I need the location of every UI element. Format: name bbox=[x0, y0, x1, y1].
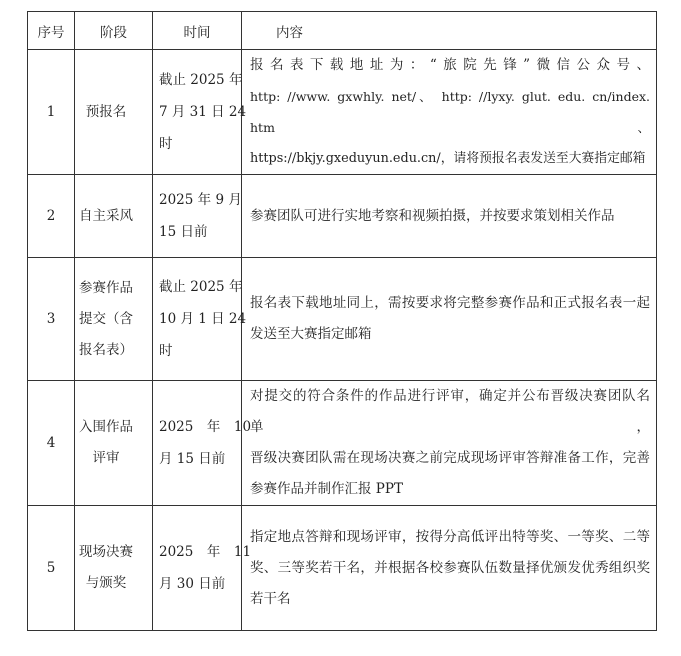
row-stage bbox=[75, 50, 153, 175]
time-line: 截止 2025 年 bbox=[159, 72, 243, 88]
time-line: 7 月 31 日 24 bbox=[159, 104, 247, 120]
stage-line: 现场决赛 bbox=[79, 544, 133, 560]
stage-line: 入围作品 bbox=[79, 419, 133, 435]
row-time bbox=[153, 506, 252, 631]
content-line: 若干名 bbox=[250, 590, 291, 607]
time-line: 10 月 1 日 24 bbox=[159, 311, 247, 327]
table-row bbox=[28, 381, 657, 506]
row-index: 1 bbox=[28, 50, 75, 175]
content-line: 报名表下载地址同上，需按要求将完整参赛作品和正式报名表一起 bbox=[250, 295, 650, 311]
row-stage bbox=[75, 381, 153, 506]
table-row bbox=[28, 506, 657, 631]
row-stage bbox=[75, 175, 153, 258]
time-line: 时 bbox=[159, 136, 173, 152]
header-content: 内容 bbox=[242, 12, 657, 50]
time-line: 2025 年 11 bbox=[159, 544, 252, 560]
row-time bbox=[153, 381, 252, 506]
table-row bbox=[28, 50, 657, 175]
time-line: 截止 2025 年 bbox=[159, 279, 243, 295]
row-content bbox=[242, 50, 657, 175]
stage-line: 与颁奖 bbox=[85, 575, 127, 591]
stage-line: 报名表） bbox=[79, 341, 133, 358]
row-time bbox=[153, 50, 247, 175]
row-index: 3 bbox=[28, 258, 75, 381]
content-line: 奖、三等奖若干名，并根据各校参赛队伍数量择优颁发优秀组织奖 bbox=[250, 559, 650, 576]
header-stage: 阶段 bbox=[75, 12, 153, 50]
stage-line: 参赛作品 bbox=[79, 279, 133, 296]
row-content bbox=[242, 381, 657, 506]
stage-line: 评审 bbox=[92, 450, 120, 466]
row-index: 4 bbox=[28, 381, 75, 506]
table-row bbox=[28, 258, 657, 381]
stage-line: 提交（含 bbox=[79, 310, 133, 327]
content-line: https://bkjy.gxeduyun.edu.cn/，请将预报名表发送至大赛指定邮箱 bbox=[250, 151, 646, 166]
time-line: 时 bbox=[159, 343, 173, 359]
content-line: 晋级决赛团队需在现场决赛之前完成现场评审答辩准备工作，完善 bbox=[250, 450, 650, 466]
content-line: 参赛团队可进行实地考察和视频拍摄，并按要求策划相关作品 bbox=[250, 207, 615, 224]
time-line: 2025 年 9 月 bbox=[159, 192, 242, 208]
time-line: 月 30 日前 bbox=[159, 576, 226, 592]
row-content bbox=[242, 175, 657, 258]
row-stage bbox=[75, 506, 153, 631]
row-index: 2 bbox=[28, 175, 75, 258]
content-line: 参赛作品并制作汇报 PPT bbox=[250, 481, 403, 497]
stage-line: 自主采风 bbox=[79, 207, 133, 224]
content-line: 发送至大赛指定邮箱 bbox=[250, 326, 372, 342]
header-time: 时间 bbox=[153, 12, 242, 50]
time-line: 月 15 日前 bbox=[159, 451, 226, 467]
time-line: 2025 年 10 bbox=[159, 419, 252, 435]
stage-line: 预报名 bbox=[85, 103, 127, 120]
content-line: http: //www. gxwhly. net/、 http: //lyxy. glut. edu. cn/index. htm、 bbox=[250, 89, 650, 135]
table-header-row bbox=[28, 12, 657, 50]
row-content bbox=[242, 506, 657, 631]
content-line: 报名表下载地址为：“旅院先锋”微信公众号、 bbox=[250, 57, 650, 73]
row-content bbox=[242, 258, 657, 381]
row-stage bbox=[75, 258, 153, 381]
time-line: 15 日前 bbox=[159, 224, 208, 240]
row-time bbox=[153, 175, 242, 258]
content-line: 对提交的符合条件的作品进行评审，确定并公布晋级决赛团队名单， bbox=[250, 388, 650, 435]
schedule-table bbox=[27, 11, 657, 631]
header-index: 序号 bbox=[28, 12, 75, 50]
row-index: 5 bbox=[28, 506, 75, 631]
table-row bbox=[28, 175, 657, 258]
row-time bbox=[153, 258, 247, 381]
content-line: 指定地点答辩和现场评审，按得分高低评出特等奖、一等奖、二等 bbox=[250, 528, 650, 545]
